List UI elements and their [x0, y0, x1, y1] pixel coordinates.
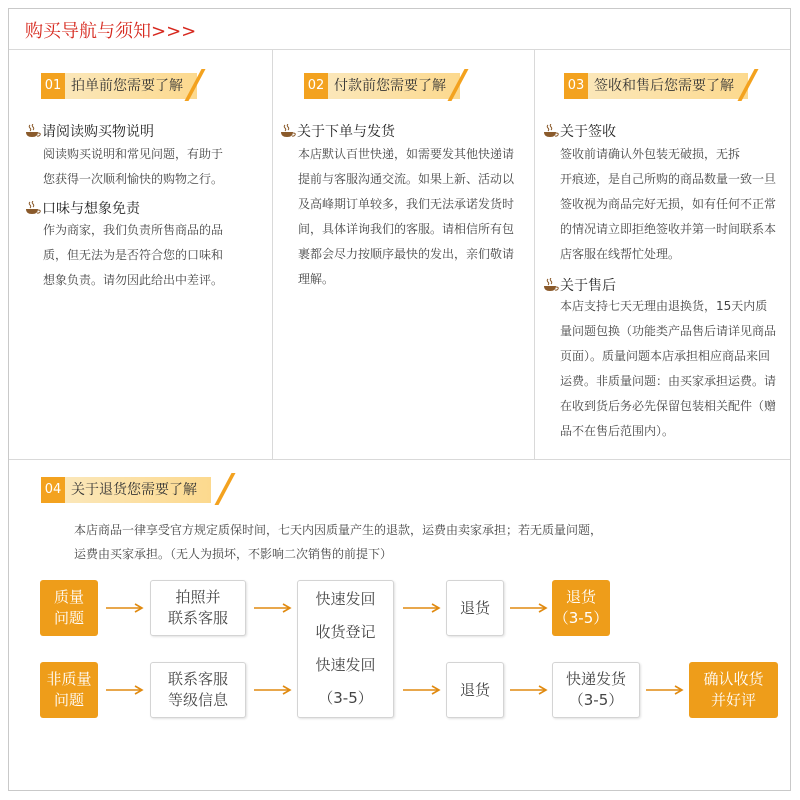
text-line: 本店支持七天无理由退换货，15天内质 — [560, 299, 768, 313]
flow-quality-issue — [40, 580, 98, 636]
flow-text: 并好评 — [710, 691, 756, 709]
returns-note-line: 运费由买家承担。（无人为损坏，不影响二次销售的前提下） — [74, 547, 393, 561]
column-divider — [534, 49, 535, 459]
flow-text: 联系客服 — [167, 609, 228, 627]
flow-text: 快速发回 — [315, 590, 376, 608]
text-line: 裹都会尽力按顺序最快的发出，亲们敬请 — [298, 247, 515, 261]
text-line: 想象负责。请勿因此给出中差评。 — [43, 273, 224, 287]
text-line: 质，但无法为是否符合您的口味和 — [43, 248, 224, 262]
text-line: 签收视为商品完好无损，如有任何不正常 — [560, 197, 777, 211]
flow-text: 快递发货 — [565, 670, 626, 688]
flow-text: 退货 — [565, 588, 596, 606]
flow-photo-contact — [150, 580, 246, 636]
flow-text: 确认收货 — [703, 670, 764, 688]
tag-label: 签收和售后您需要了解 — [588, 73, 748, 99]
text-line: 提前与客服沟通交流。如果上新、活动以 — [298, 172, 515, 186]
section-heading-text: 关于售后 — [560, 278, 616, 294]
returns-note-line: 本店商品一律享受官方规定质保时间，七天内因质量产生的退款，运费由卖家承担；若无质量问题， — [74, 523, 603, 537]
coffee-cup-icon — [543, 278, 559, 292]
section-divider — [9, 459, 790, 460]
flow-text: 问题 — [53, 609, 84, 627]
flow-text: 退货 — [459, 680, 490, 699]
text-line: 品不在售后范围内）。 — [560, 424, 675, 438]
text-line: 您获得一次顺利愉快的购物之行。 — [43, 172, 224, 186]
flow-text: 等级信息 — [167, 691, 228, 709]
section-heading-taste — [25, 198, 140, 218]
arrow-right-icon — [510, 685, 548, 695]
flow-text: （3-5） — [318, 689, 373, 707]
text-line: 及高峰期订单较多，我们无法承诺发货时 — [298, 197, 515, 211]
flow-text: 联系客服 — [167, 670, 228, 688]
tag-label: 关于退货您需要了解 — [65, 477, 211, 503]
tag-number: 04 — [41, 477, 65, 503]
section-heading-aftersales — [543, 275, 616, 295]
text-line: 作为商家，我们负责所售商品的品 — [43, 223, 224, 237]
flow-return — [446, 662, 504, 718]
flow-text: 非质量 — [46, 670, 92, 688]
flow-return — [446, 580, 504, 636]
flow-text: 收货登记 — [315, 623, 376, 641]
flow-non-quality-issue — [40, 662, 98, 718]
flow-text: （3-5） — [553, 609, 609, 627]
section-heading-text: 关于下单与发货 — [297, 124, 395, 140]
section-heading-text: 口味与想象免责 — [42, 201, 140, 217]
flow-text: 拍照并 — [175, 588, 221, 606]
tag-label: 拍单前您需要了解 — [65, 73, 197, 99]
arrow-right-icon — [106, 685, 144, 695]
text-line: 在收到货后务必先保留包装相关配件（赠 — [560, 399, 777, 413]
flow-express-ship — [552, 662, 640, 718]
tag-label: 付款前您需要了解 — [328, 73, 460, 99]
tag-number: 02 — [304, 73, 328, 99]
section-body — [298, 142, 514, 292]
flow-send-back — [297, 580, 394, 718]
section-heading-text: 请阅读购买物说明 — [42, 124, 154, 140]
flow-contact-register — [150, 662, 246, 718]
text-line: 量问题包换（功能类产品售后请详见商品 — [560, 324, 777, 338]
flow-text: 退货 — [459, 598, 490, 617]
section-body — [43, 218, 223, 293]
text-line: 店客服在线帮忙处理。 — [560, 247, 681, 261]
arrow-right-icon — [254, 685, 292, 695]
arrow-right-icon — [510, 603, 548, 613]
coffee-cup-icon — [25, 124, 41, 138]
section-heading-signing — [543, 121, 616, 141]
section-heading-text: 关于签收 — [560, 124, 616, 140]
flow-text: （3-5） — [568, 691, 624, 709]
flow-text: 快速发回 — [315, 656, 376, 674]
section-heading-instructions — [25, 121, 154, 141]
text-line: 开痕迹，是自己所购的商品数量一致一旦 — [560, 172, 777, 186]
arrow-right-icon — [254, 603, 292, 613]
flow-text: 问题 — [53, 691, 84, 709]
text-line: 理解。 — [298, 272, 335, 286]
flow-confirm-review — [689, 662, 778, 718]
text-line: 本店默认百世快递，如需要发其他快递请 — [298, 147, 515, 161]
column-divider — [272, 49, 273, 459]
tag-number: 03 — [564, 73, 588, 99]
text-line: 页面）。质量问题本店承担相应商品来回 — [560, 349, 771, 363]
text-line: 阅读购买说明和常见问题，有助于 — [43, 147, 224, 161]
arrow-right-icon — [403, 603, 441, 613]
tag-number: 01 — [41, 73, 65, 99]
header-bar — [9, 9, 790, 50]
text-line: 签收前请确认外包装无破损，无拆 — [560, 147, 741, 161]
coffee-cup-icon — [25, 201, 41, 215]
flow-refund — [552, 580, 610, 636]
arrow-right-icon — [403, 685, 441, 695]
coffee-cup-icon — [543, 124, 559, 138]
section-body — [560, 142, 776, 267]
section-body — [560, 294, 776, 444]
arrow-right-icon — [646, 685, 684, 695]
flow-text: 质量 — [53, 588, 84, 606]
arrow-right-icon — [106, 603, 144, 613]
page-title: 购买导航与须知>>> — [25, 21, 197, 42]
text-line: 间，具体详询我们的客服。请相信所有包 — [298, 222, 515, 236]
text-line: 运费。非质量问题：由买家承担运费。请 — [560, 374, 777, 388]
section-body — [43, 142, 223, 192]
coffee-cup-icon — [280, 124, 296, 138]
text-line: 的情况请立即拒绝签收并第一时间联系本 — [560, 222, 777, 236]
section-heading-shipping — [280, 121, 395, 141]
